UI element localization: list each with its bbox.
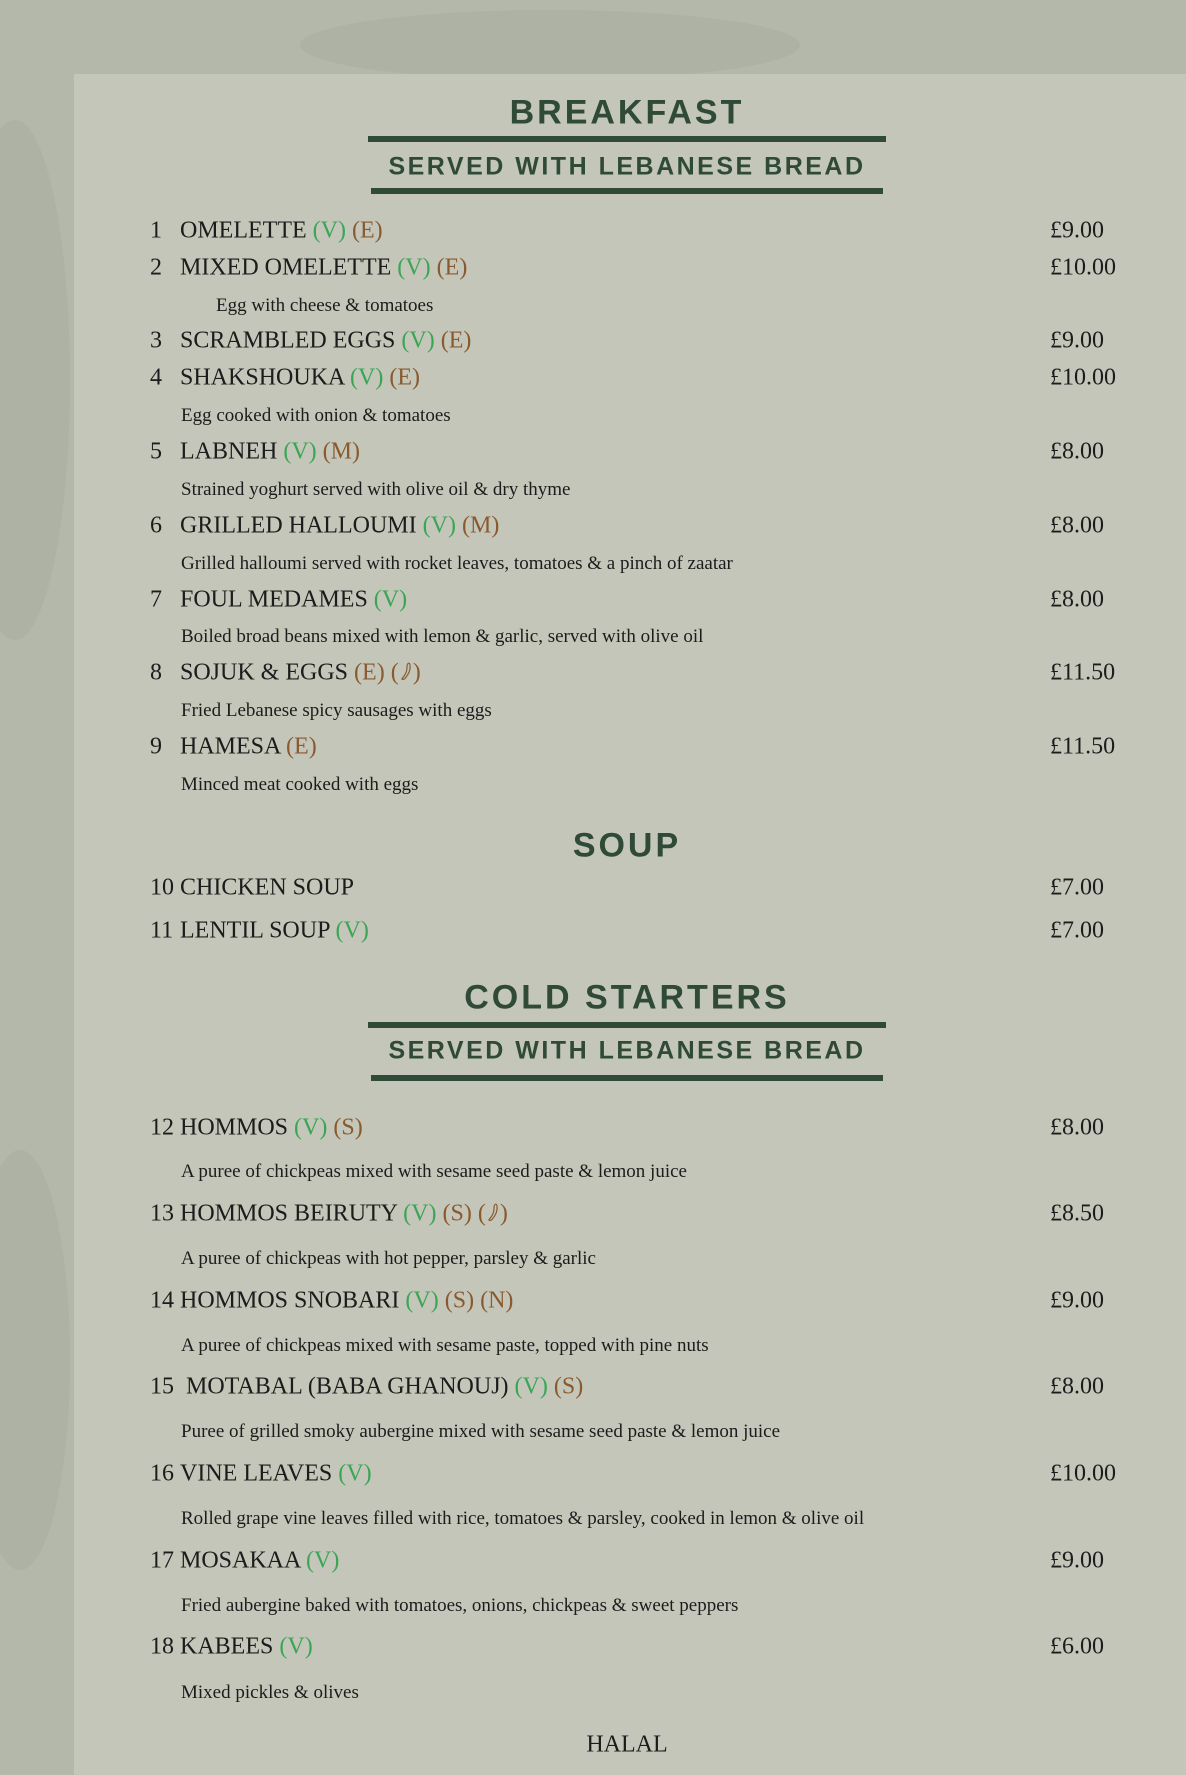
dietary-tag: (V) (338, 1460, 372, 1487)
item-number: 3 (150, 327, 162, 354)
tag-label: M (469, 512, 492, 539)
tag-label: V (320, 217, 338, 244)
dietary-tag: (E) (436, 254, 468, 281)
item-description: Fried aubergine baked with tomatoes, onions, chickpeas & sweet peppers (181, 1595, 739, 1616)
tag-label: V (522, 1373, 540, 1400)
tag-label: V (314, 1547, 332, 1574)
tag-label: V (291, 438, 309, 465)
tag-label: E (294, 733, 309, 760)
item-number: 10 (150, 874, 174, 901)
dietary-tag: (S) (442, 1200, 472, 1227)
dietary-tag: (S) (333, 1114, 363, 1141)
item-name: SHAKSHOUKA (180, 364, 345, 391)
item-price: £8.00 (1050, 1114, 1104, 1141)
item-price: £6.00 (1050, 1633, 1104, 1660)
dietary-tag: (V) (335, 917, 369, 944)
menu-item (150, 1201, 508, 1228)
menu-item (150, 587, 407, 614)
item-name: FOUL MEDAMES (180, 586, 368, 613)
item-price: £10.00 (1050, 364, 1116, 391)
background-leaf-pattern (0, 120, 70, 640)
dietary-tag: (V) (294, 1114, 328, 1141)
tag-label: V (346, 1460, 364, 1487)
item-description: Rolled grape vine leaves filled with rice, tomatoes & parsley, cooked in lemon & olive oil (181, 1508, 865, 1529)
item-name: HOMMOS SNOBARI (180, 1287, 400, 1314)
item-description: Boiled broad beans mixed with lemon & garlic, served with olive oil (181, 626, 704, 647)
item-number: 18 (150, 1633, 174, 1660)
item-name: HAMESA (180, 733, 281, 760)
dietary-tag: (V) (350, 364, 384, 391)
item-name: KABEES (180, 1633, 274, 1660)
item-price: £10.00 (1050, 1460, 1116, 1487)
menu-item (150, 439, 360, 466)
menu-item (150, 1115, 363, 1142)
item-description: Minced meat cooked with eggs (181, 774, 419, 795)
item-name: HOMMOS (180, 1114, 289, 1141)
tag-label: V (287, 1633, 305, 1660)
item-number: 17 (150, 1547, 174, 1574)
item-price: £10.00 (1050, 254, 1116, 281)
item-price: £9.00 (1050, 1547, 1104, 1574)
section-subtitle: SERVED WITH LEBANESE BREAD (388, 1036, 866, 1065)
menu-item (150, 875, 354, 902)
dietary-tag: (V) (401, 327, 435, 354)
menu-item (150, 255, 467, 282)
background-leaf-pattern (300, 10, 800, 80)
section-title: COLD STARTERS (464, 978, 790, 1017)
item-number: 14 (150, 1287, 174, 1314)
item-price: £7.00 (1050, 874, 1104, 901)
section-rule (371, 1075, 883, 1081)
item-name: HOMMOS BEIRUTY (180, 1200, 398, 1227)
item-number: 9 (150, 733, 162, 760)
spicy-tag: ( ) (390, 659, 421, 686)
item-name: SOJUK & EGGS (180, 659, 349, 686)
dietary-tag: (V) (373, 586, 408, 613)
dietary-tag: (V) (279, 1633, 313, 1660)
dietary-tag: (S) (553, 1373, 584, 1400)
tag-label: E (448, 327, 464, 354)
item-price: £8.00 (1050, 438, 1104, 465)
item-number: 2 (150, 254, 162, 281)
menu-item (150, 1288, 513, 1315)
menu-item (150, 218, 383, 245)
tag-label: M (330, 438, 353, 465)
menu-item (150, 328, 471, 355)
tag-label: V (405, 254, 423, 281)
section-rule (368, 1022, 886, 1028)
item-number: 4 (150, 364, 162, 391)
item-price: £11.50 (1050, 659, 1116, 686)
item-name: CHICKEN SOUP (180, 874, 355, 901)
section-rule (368, 136, 886, 142)
item-description: Mixed pickles & olives (181, 1682, 359, 1703)
menu-item (150, 513, 499, 540)
item-number: 11 (150, 917, 174, 944)
tag-label: V (430, 512, 448, 539)
dietary-tag: (N) (480, 1287, 514, 1314)
item-number: 13 (150, 1200, 174, 1227)
item-price: £9.00 (1050, 217, 1104, 244)
item-number: 8 (150, 659, 162, 686)
tag-label: S (452, 1287, 467, 1314)
dietary-tag: (V) (403, 1200, 437, 1227)
dietary-tag: (E) (389, 364, 421, 391)
item-description: A puree of chickpeas mixed with sesame seed paste & lemon juice (181, 1161, 687, 1182)
tag-label: S (561, 1373, 576, 1400)
item-price: £8.50 (1050, 1200, 1104, 1227)
tag-label: S (450, 1200, 464, 1227)
item-price: £8.00 (1050, 512, 1104, 539)
item-description: A puree of chickpeas mixed with sesame paste, topped with pine nuts (181, 1335, 709, 1356)
dietary-tag: (V) (312, 217, 346, 244)
dietary-tag: (V) (422, 512, 456, 539)
menu-page (74, 74, 1186, 1775)
tag-label: S (341, 1114, 355, 1141)
dietary-tag: (E) (354, 659, 385, 686)
menu-item (150, 1634, 313, 1661)
dietary-tag: (M) (461, 512, 500, 539)
spicy-tag: ( ) (477, 1200, 508, 1227)
item-description: Strained yoghurt served with olive oil & dry thyme (181, 479, 571, 500)
tag-label: V (413, 1287, 431, 1314)
dietary-tag: (V) (283, 438, 317, 465)
item-price: £8.00 (1050, 1373, 1104, 1400)
dietary-tag: (M) (322, 438, 361, 465)
item-name: OMELETTE (180, 217, 307, 244)
dietary-tag: (V) (306, 1547, 340, 1574)
item-price: £8.00 (1050, 586, 1104, 613)
item-number: 5 (150, 438, 162, 465)
tag-label: V (343, 917, 361, 944)
item-number: 1 (150, 217, 162, 244)
tag-label: E (444, 254, 460, 281)
tag-label: E (359, 217, 375, 244)
item-description: Grilled halloumi served with rocket leaves, tomatoes & a pinch of zaatar (181, 553, 733, 574)
item-description: Egg with cheese & tomatoes (216, 295, 434, 316)
tag-label: N (488, 1287, 506, 1314)
item-name: SCRAMBLED EGGS (180, 327, 396, 354)
item-number: 6 (150, 512, 162, 539)
item-description: Fried Lebanese spicy sausages with eggs (181, 700, 492, 721)
menu-item (150, 1548, 339, 1575)
item-price: £11.50 (1050, 733, 1116, 760)
chili-icon (399, 662, 413, 682)
dietary-tag: (S) (444, 1287, 475, 1314)
dietary-tag: (V) (514, 1373, 548, 1400)
section-rule (371, 188, 883, 194)
tag-label: V (409, 327, 427, 354)
menu-item (150, 660, 421, 687)
item-name: MOSAKAA (180, 1547, 301, 1574)
item-name: MIXED OMELETTE (180, 254, 392, 281)
chili-icon (486, 1203, 500, 1223)
section-title: SOUP (572, 826, 682, 865)
tag-label: V (358, 364, 376, 391)
item-price: £9.00 (1050, 1287, 1104, 1314)
tag-label: V (302, 1114, 320, 1141)
section-subtitle: SERVED WITH LEBANESE BREAD (388, 152, 866, 181)
tag-label: E (397, 364, 413, 391)
item-name: VINE LEAVES (180, 1460, 333, 1487)
item-number: 15 (150, 1373, 174, 1400)
dietary-tag: (V) (405, 1287, 439, 1314)
dietary-tag: (E) (440, 327, 472, 354)
tag-label: V (381, 586, 400, 613)
item-number: 7 (150, 586, 162, 613)
item-number: 16 (150, 1460, 174, 1487)
halal-note: HALAL (586, 1731, 668, 1758)
item-description: Egg cooked with onion & tomatoes (181, 405, 451, 426)
menu-item (150, 918, 369, 945)
item-number: 12 (150, 1114, 174, 1141)
item-description: A puree of chickpeas with hot pepper, parsley & garlic (181, 1248, 596, 1269)
dietary-tag: (V) (397, 254, 431, 281)
background-leaf-pattern (0, 1150, 70, 1570)
dietary-tag: (E) (351, 217, 383, 244)
item-name: LABNEH (180, 438, 278, 465)
section-title: BREAKFAST (509, 93, 745, 132)
tag-label: V (411, 1200, 429, 1227)
item-name: GRILLED HALLOUMI (180, 512, 417, 539)
item-price: £9.00 (1050, 327, 1104, 354)
menu-item (150, 365, 420, 392)
dietary-tag: (E) (286, 733, 317, 760)
item-name: LENTIL SOUP (180, 917, 330, 944)
item-description: Puree of grilled smoky aubergine mixed with sesame seed paste & lemon juice (181, 1421, 781, 1442)
item-name: MOTABAL (BABA GHANOUJ) (180, 1373, 509, 1400)
menu-item (150, 734, 317, 761)
menu-item (150, 1461, 372, 1488)
menu-item (150, 1374, 583, 1401)
tag-label: E (362, 659, 377, 686)
item-price: £7.00 (1050, 917, 1104, 944)
